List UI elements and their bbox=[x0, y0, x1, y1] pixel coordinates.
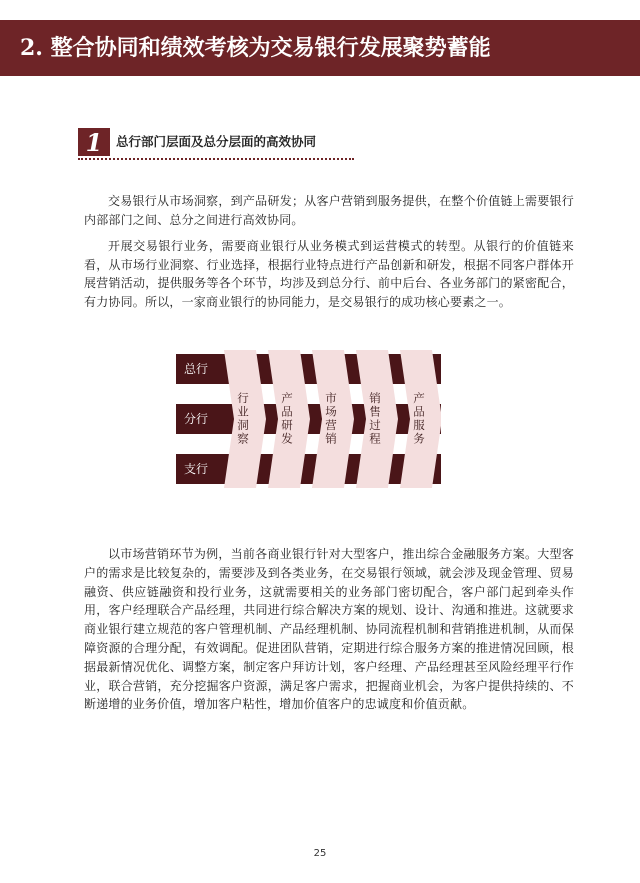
body-paragraph-1: 交易银行从市场洞察，到产品研发；从客户营销到服务提供，在整个价值链上需要银行内部部门之间、总分之间进行高效协同。 bbox=[84, 194, 574, 227]
stage-label-5: 产品服务 bbox=[412, 392, 426, 446]
body-paragraph-2: 开展交易银行业务，需要商业银行从业务模式到运营模式的转型。从银行的价值链来看，从市场行业洞察、行业选择，根据行业特点进行产品创新和研发，根据不同客户群体开展营销活动，提供服务等各个环节，均涉及到总分行、前中后台、各业务部门的紧密配合，有力协同。所以，一家商业银行的协同能力，是交易银行的成功核心要素之一。 bbox=[84, 239, 574, 309]
page-number: 25 bbox=[313, 848, 327, 859]
subsection-header bbox=[78, 128, 354, 162]
stage-label-3: 市场营销 bbox=[324, 392, 338, 446]
value-chain-diagram bbox=[176, 350, 441, 488]
section-banner bbox=[0, 20, 640, 76]
banner-title: 2. 整合协同和绩效考核为交易银行发展聚势蓄能 bbox=[20, 35, 491, 61]
stage-label-2: 产品研发 bbox=[280, 392, 294, 446]
stage-label-4: 销售过程 bbox=[368, 392, 382, 446]
subsection-number-badge: 1 bbox=[78, 128, 110, 156]
body-paragraph-3: 以市场营销环节为例，当前各商业银行针对大型客户，推出综合金融服务方案。大型客户的需求是比较复杂的，需要涉及到各类业务，在交易银行领域，就会涉及现金管理、贸易融资、供应链融资和投行业务，这就需要相关的业务部门密切配合，客户部门起到牵头作用，客户经理联合产品经理，共同进行综合解决方案的规划、设计、沟通和推进。这就要求商业银行建立规范的客户管理机制、产品经理机制、协同流程机制和营销推进机制，从而保障资源的合理分配，有效调配。促进团队营销，定期进行综合服务方案的推进情况回顾，根据最新情况优化、调整方案，制定客户拜访计划，客户经理、产品经理甚至风险经理平行作业，联合营销，充分挖掘客户资源，满足客户需求，把握商业机会，为客户提供持续的、不断递增的业务价值，增加客户粘性，增加价值客户的忠诚度和价值贡献。 bbox=[84, 547, 574, 712]
stage-label-1: 行业洞察 bbox=[236, 392, 250, 446]
row-label-sub-branch: 支行 bbox=[184, 462, 209, 476]
row-label-branch: 分行 bbox=[184, 412, 209, 426]
row-label-head-office: 总行 bbox=[184, 362, 209, 376]
chevron-arrows bbox=[176, 350, 441, 488]
subsection-title: 总行部门层面及总分层面的高效协同 bbox=[116, 134, 317, 149]
dotted-divider bbox=[78, 158, 354, 160]
